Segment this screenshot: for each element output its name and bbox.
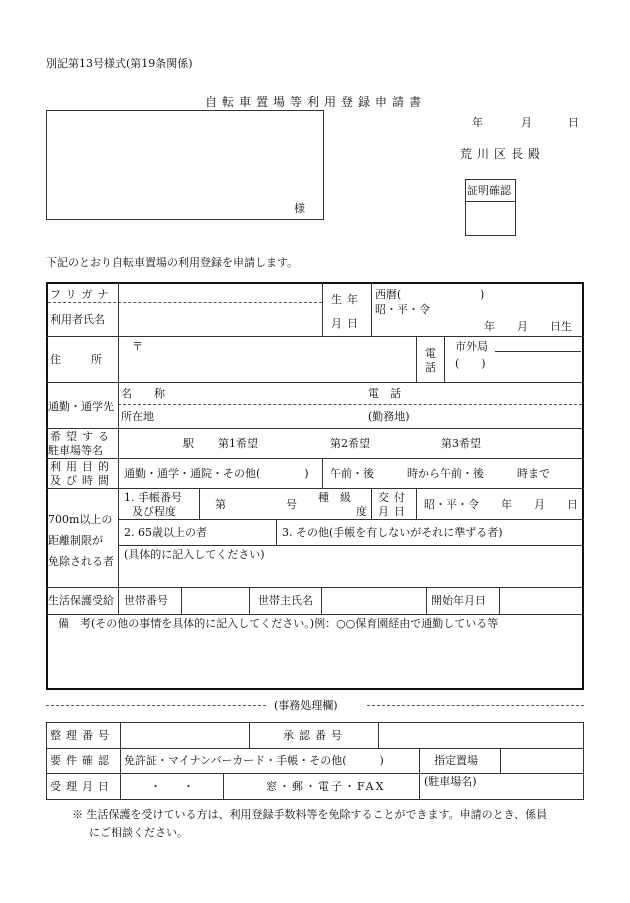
birth-date: 年 月 日生	[484, 320, 572, 333]
choice-2: 第2希望	[330, 437, 370, 450]
serial-field[interactable]	[122, 724, 247, 746]
office-heading: (事務処理欄)	[274, 699, 338, 712]
requirements-label: 要件確認	[50, 754, 114, 767]
form-id: 別記第13号様式(第19条関係)	[46, 57, 193, 70]
concrete-field[interactable]	[124, 563, 580, 585]
intro-text: 下記のとおり自転車置場の利用登録を申請します。	[46, 256, 299, 269]
serial-label: 整理番号	[50, 729, 114, 742]
name-field[interactable]	[120, 304, 320, 334]
address-field[interactable]	[145, 339, 413, 379]
name-label: 利用者氏名	[50, 313, 105, 326]
address-label: 住所	[50, 353, 132, 366]
purpose-label-1: 利用目的	[50, 460, 114, 473]
furigana-field[interactable]	[120, 284, 320, 301]
received-date[interactable]: ・ ・	[150, 780, 194, 793]
certificate-label: 証明確認	[467, 184, 511, 197]
notebook-label-2: 及び程度	[132, 505, 176, 518]
remarks-label: 備 考(その他の事情を具体的に記入してください。)例：○○保育園経由で通勤している等	[58, 617, 499, 630]
birth-label-2: 月日	[331, 317, 363, 330]
choice-1: 第1希望	[218, 437, 258, 450]
start-date-label: 開始年月日	[431, 594, 486, 607]
desired-label-2: 駐車場等名	[48, 444, 103, 457]
note-line-1: ※ 生活保護を受けている方は、利用登録手数料等を免除することができます。申請のとき、係員	[72, 808, 548, 821]
commute-location-label: 所在地	[121, 410, 154, 423]
exempt-label-2: 距離制限が	[48, 534, 103, 547]
parking-name-label: (駐車場名)	[424, 775, 477, 788]
birth-era-japanese: 昭・平・令	[375, 303, 430, 316]
date-day: 日	[568, 116, 579, 129]
purpose-label-2: 及び時間	[50, 474, 114, 487]
issue-date[interactable]: 昭・平・令 年 月 日	[424, 498, 578, 511]
other-option[interactable]: 3. その他(手帳を有しないがそれに準ずる者)	[282, 526, 503, 539]
household-no-field[interactable]	[183, 589, 247, 612]
notebook-gou: 号	[286, 498, 297, 511]
phone-label: 電話	[425, 347, 436, 374]
notebook-label-1: 1. 手帳番号	[124, 491, 182, 504]
phone-field[interactable]	[500, 353, 580, 377]
designated-label: 指定置場	[434, 754, 478, 767]
exempt-label-1: 700m以上の	[48, 513, 113, 526]
address-box-suffix: 様	[294, 202, 305, 215]
approval-field[interactable]	[380, 724, 582, 746]
commute-location-field[interactable]	[180, 406, 360, 426]
requirements-options[interactable]: 免許証・マイナンバーカード・手帳・その他( )	[124, 754, 384, 767]
grade-label-1: 種 級	[318, 491, 351, 504]
form-title: 自転車置場等利用登録申請書	[205, 95, 427, 109]
concrete-note: (具体的に記入してください)	[124, 548, 265, 561]
issue-label-1: 交付	[378, 491, 410, 504]
note-line-2: にご相談ください。	[89, 826, 188, 839]
household-no-label: 世帯番号	[124, 594, 168, 607]
received-label: 受理月日	[50, 780, 114, 793]
commute-name-field[interactable]	[180, 384, 360, 402]
desired-label-1: 希望する	[50, 430, 114, 443]
received-channels[interactable]: 窓・郵・電子・FAX	[266, 780, 386, 793]
welfare-label: 生活保護受給	[48, 594, 114, 607]
issue-label-2: 月日	[378, 505, 410, 518]
postal-mark: 〒	[132, 340, 143, 353]
birth-label-1: 生年	[331, 293, 363, 306]
household-head-label: 世帯主氏名	[258, 594, 313, 607]
birth-era-western: 西暦(	[375, 288, 402, 301]
notebook-dai: 第	[215, 498, 226, 511]
birth-era-close: )	[480, 288, 485, 301]
phone-area-paren: ( )	[455, 357, 486, 370]
exempt-label-3: 免除される者	[48, 555, 114, 568]
household-head-field[interactable]	[323, 589, 424, 612]
addressee: 荒川区長殿	[460, 147, 546, 161]
purpose-options[interactable]: 通勤・通学・通院・その他( )	[124, 467, 309, 480]
commute-phone-label: 電 話	[368, 387, 401, 400]
choice-3: 第3希望	[441, 437, 481, 450]
approval-label: 承認番号	[283, 729, 347, 742]
date-month: 月	[521, 116, 532, 129]
over65-option[interactable]: 2. 65歳以上の者	[124, 526, 207, 539]
applicant-address-box[interactable]	[46, 110, 324, 220]
remarks-field[interactable]	[50, 634, 580, 686]
commute-name-label: 名 称	[121, 387, 165, 400]
date-year: 年	[472, 116, 483, 129]
commute-label: 通勤・通学先	[48, 400, 114, 413]
station-suffix: 駅	[183, 437, 194, 450]
phone-area-label: 市外局	[455, 340, 488, 353]
commute-work-label: (勤務地)	[368, 410, 410, 423]
start-date-field[interactable]	[501, 589, 582, 612]
grade-label-2: 度	[356, 505, 367, 518]
time-range[interactable]: 午前・後 時から午前・後 時まで	[330, 467, 550, 480]
designated-field[interactable]	[502, 750, 582, 771]
furigana-label: フリガナ	[50, 288, 114, 301]
